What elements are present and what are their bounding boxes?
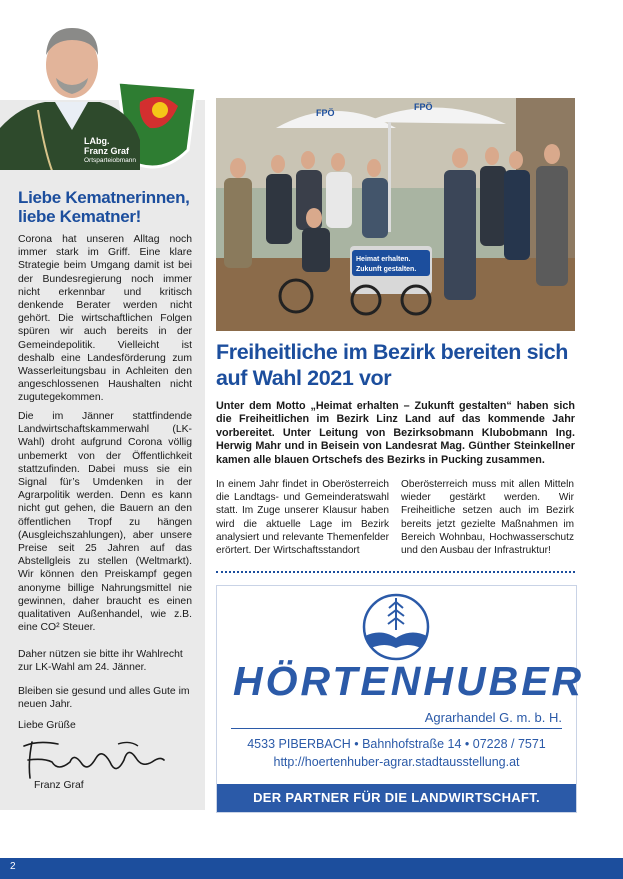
ad-rule <box>231 728 562 729</box>
greeting-heading: Liebe Kematnerinnen, liebe Kematner! <box>18 188 190 226</box>
lk-election-paragraph: Die im Jänner stattfindende Landwirtschaftskammerwahl (LK-Wahl) droht aufgrund Corona völlig unbemerkt von der Öffentlichkeit stattzufinden. Dabei muss sie ein Signal für’s Umdenken in der Agrarpolitik werden. Denn es kann nicht gut gehen, die Bauern an den öffentlichen Tropf zu hängen (Ausgleichszahlungen), aber unsere Preise seit 25 Jahren auf das Abstellgleis zu stellen (Weltmarkt). Wir können den Preiskampf gegen anonyme billige Nahrungsmittel nie gewinnen, daher braucht es einen qualitativen Außenhandel, wie z.B. eine CO² Steuer. <box>18 411 192 634</box>
umbrella-text-right: FPÖ <box>414 102 433 112</box>
page-number: 2 <box>10 861 16 872</box>
umbrella-text-left: FPÖ <box>316 108 335 118</box>
advertisement <box>216 585 585 813</box>
closing-text: Liebe Grüße <box>18 720 76 731</box>
dotted-divider <box>216 571 575 573</box>
ad-subtitle: Agrarhandel G. m. b. H. <box>424 710 562 725</box>
ad-slogan-bar: DER PARTNER FÜR DIE LANDWIRTSCHAFT. <box>217 784 576 812</box>
article-column-1: In einem Jahr findet in Oberösterreich die Landtags- und Gemeinderatswahl statt. Im Zuge unserer Klausur haben wird die aktuelle Lage im Bezirk analysiert und relevante Themenfelder erörtert. Der Wirtschaftsstandort <box>216 479 389 557</box>
article-column-2: Oberösterreich muss mit allen Mitteln wieder gestärkt werden. Wir Freiheitliche setzen auch im Bezirk bereits jetzt gezielte Maßnahmen im Bereich Wohnbau, Hochwasserschutz und den Ausbau der Infrastruktur! <box>401 479 574 557</box>
article-lead: Unter dem Motto „Heimat erhalten – Zukunft gestalten“ haben sich die Freiheitlichen im Bezirk Linz Land auf das kommende Jahr vorbereitet. Unter Leitung von Bezirksobmann Klubobmann Ing. Herwig Mahr und in Beisein von Landesrat Mag. Günther Steinkellner kamen alle blauen Ortschefs des Bezirks in Pucking zusammen. <box>216 400 575 466</box>
footer-bar <box>0 858 623 879</box>
signature-name: Franz Graf <box>34 780 84 791</box>
vote-appeal-paragraph: Daher nützen sie bitte ihr Wahlrecht zur LK-Wahl am 24. Jänner. <box>18 649 183 674</box>
ad-brand-name: HÖRTENHUBER <box>233 658 585 704</box>
portrait-caption <box>84 136 204 166</box>
group-photo <box>216 98 575 331</box>
banner-line2: Zukunft gestalten. <box>356 266 417 273</box>
article-headline: Freiheitliche im Bezirk bereiten sich auf Wahl 2021 vor <box>216 340 569 390</box>
ad-url-link[interactable]: http://hoertenhuber-agrar.stadtausstellung.at <box>273 755 520 769</box>
caption-subtitle: Ortsparteiobmann <box>84 157 137 164</box>
intro-paragraph: Corona hat unseren Alltag noch immer stark im Griff. Eine klare Strategie beim Umgang damit ist bei der Bundesregierung noch immer nicht erkennbar und kritisch denkende Berater werden nicht gehört. Die wirtschaftlichen Folgen spüren wir auch bereits in der Gemeindepolitik. Vielleicht ist deshalb eine Landesförderung zum Wasserleitungsbau in Achleiten den angeschlossenen Haushalten nicht zugutegekommen. <box>18 234 192 404</box>
caption-name: Franz Graf <box>84 146 130 156</box>
handshake-wheat-logo-icon <box>351 592 441 662</box>
handwritten-signature <box>18 732 168 782</box>
wishes-paragraph: Bleiben sie gesund und alles Gute im neuen Jahr. <box>18 686 190 711</box>
ad-address: 4533 PIBERBACH • Bahnhofstraße 14 • 07228 / 7571 <box>247 737 546 751</box>
banner-line1: Heimat erhalten. <box>356 256 411 263</box>
caption-role: LAbg. <box>84 136 110 146</box>
